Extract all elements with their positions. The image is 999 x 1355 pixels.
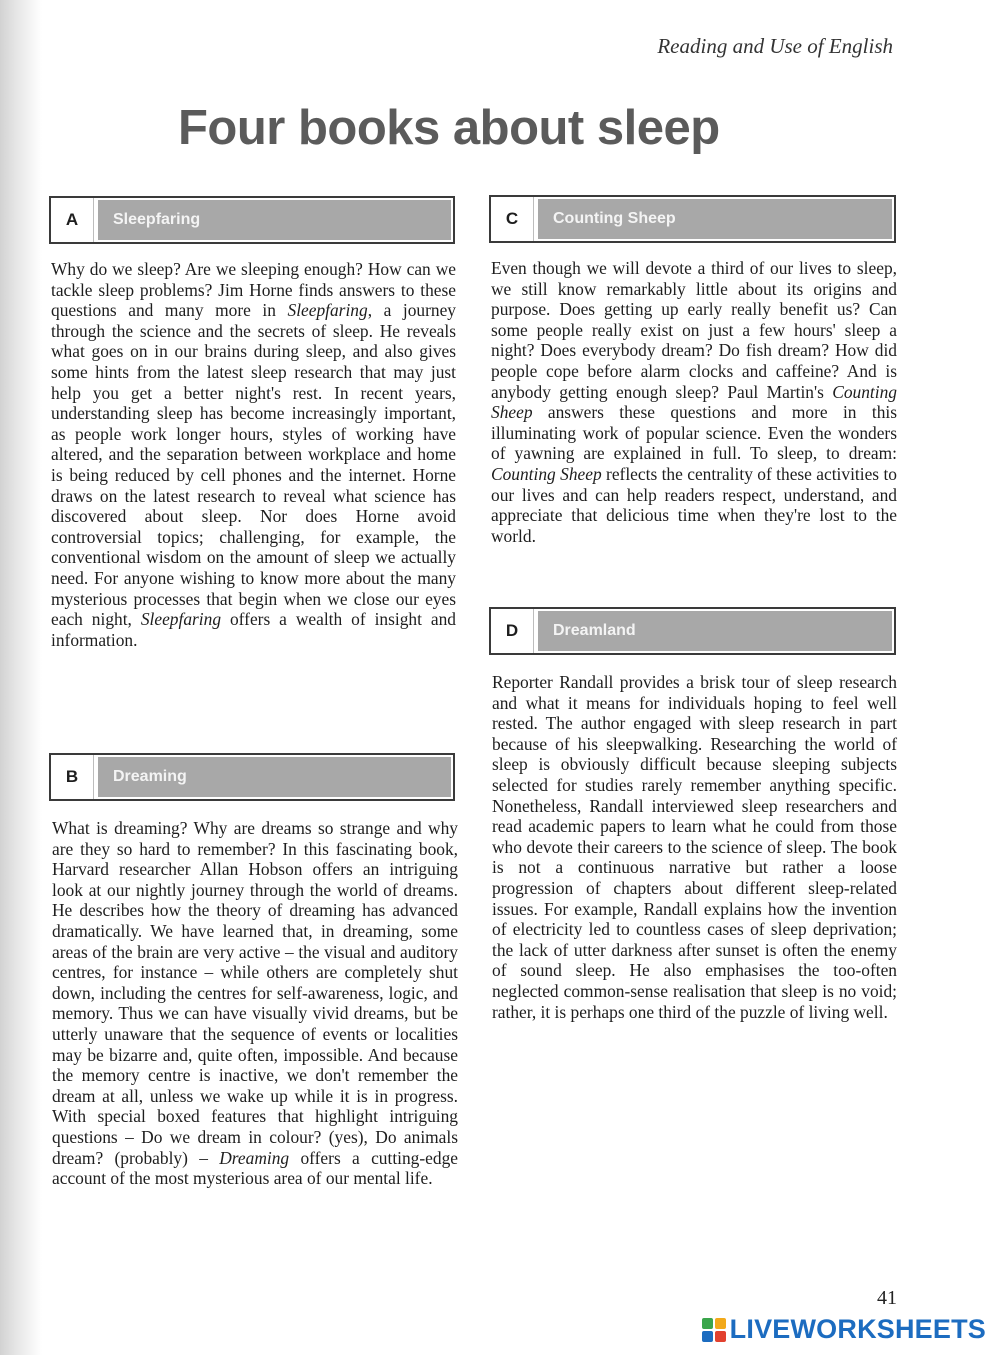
brand-text: LIVEWORKSHEETS xyxy=(729,1314,986,1344)
page-number: 41 xyxy=(877,1287,897,1309)
section-d-text xyxy=(492,672,897,1022)
book-title-italic: Counting Sheep xyxy=(491,381,897,423)
section-d-letter: D xyxy=(491,609,534,653)
text-run: answers these questions and more in this illuminating work of popular science. Even the wonders of yawning are explained in full. To sleep, to dream: xyxy=(491,402,897,464)
page-edge-shadow xyxy=(0,0,42,1355)
section-a-letter: A xyxy=(51,198,94,242)
text-run: What is dreaming? Why are dreams so strange and why are they so hard to remember? In this fascinating book, Harvard researcher Allan Hobson offers an intriguing look at our nightly journey through the world of dreams. He describes how the theory of dreaming has advanced dramatically. We have learned that, in dreaming, some areas of the brain are very active – the visual and auditory centres, for instance – while others are completely shut down, including the centres for self-awareness, logic, and memory. Thus we can have visually vivid dreams, but be utterly unaware that the sequence of events or localities may be bizarre and, quite often, impossible. And because the memory centre is inactive, we don't remember the dream at all, unless we wake up while it is in progress. With special boxed features that highlight intriguing questions – Do we dream in colour? (yes), Do animals dream? (probably) – xyxy=(52,818,458,1168)
running-header: Reading and Use of English xyxy=(657,34,893,58)
section-c-letter: C xyxy=(491,197,534,241)
section-b-letter: B xyxy=(51,755,94,799)
section-b-header xyxy=(49,753,455,801)
page-title: Four books about sleep xyxy=(178,101,720,155)
section-c-text xyxy=(491,258,897,546)
text-run: , a journey through the science and the secrets of sleep. He reveals what goes on in our brains during sleep, and also gives some hints from the latest sleep research that may just help you get a better night's rest. In recent years, understanding sleep has become increasingly important, as people work longer hours, styles of working have altered, and the separation between workplace and home is being reduced by cell phones and the internet. Horne draws on the latest research to reveal what science has discovered about sleep. Nor does Horne avoid controversial topics; challenging, for example, the conventional wisdom on the amount of sleep we actually need. For anyone wishing to know more about the many mysterious processes that begin when we close our eyes each night, xyxy=(51,300,456,630)
section-b-text xyxy=(52,818,458,1189)
section-a-header xyxy=(49,196,455,244)
text-run: reflects the centrality of these activities to our lives and can help readers respect, understand, and appreciate that delicious time when they're lost to the world. xyxy=(491,463,897,546)
section-a-book-title: Sleepfaring xyxy=(98,200,451,240)
liveworksheets-logo-icon xyxy=(701,1317,727,1343)
text-run: Even though we will devote a third of our lives to sleep, we still know remarkably little about its origins and purpose. Does getting up early really benefit us? Can some people really exist on just a few hours' sleep a night? Does everybody dream? Do fish dream? How did people cope before alarm clocks and caffeine? And is anybody getting enough sleep? Paul Martin's xyxy=(491,258,897,402)
text-run: offers a cutting-edge account of the most mysterious area of our mental life. xyxy=(52,1147,458,1189)
text-run: Reporter Randall provides a brisk tour of sleep research and what it means for individuals hoping to feel well rested. The author engaged with sleep research in part because of his sleepwalking. Researching the world of sleep is obviously difficult because sleeping subjects selected for studies rarely remember anything specific. Nonetheless, Randall interviewed sleep researchers and read academic papers to learn what he could from those who devote their careers to the science of sleep. The book is not a continuous narrative but rather a loose progression of chapters about different sleep-related issues. For example, Randall explains how the invention of electricity led to countless cases of sleep deprivation; the lack of utter darkness after sunset is often the enemy of sound sleep. He also emphasises the too-often neglected common-sense realisation that sleep is no void; rather, it is perhaps one third of the puzzle of living well. xyxy=(492,672,897,1022)
section-b-book-title: Dreaming xyxy=(98,757,451,797)
section-a-text xyxy=(51,259,456,650)
section-c-book-title: Counting Sheep xyxy=(538,199,892,239)
text-run: Why do we sleep? Are we sleeping enough? How can we tackle sleep problems? Jim Horne finds answers to these questions and many more in xyxy=(51,259,456,321)
section-d-header xyxy=(489,607,896,655)
text-run: offers a wealth of insight and information. xyxy=(51,609,456,650)
liveworksheets-brand[interactable] xyxy=(701,1314,986,1345)
section-d-book-title: Dreamland xyxy=(538,611,892,651)
book-title-italic: Counting Sheep xyxy=(491,463,602,484)
section-c-header xyxy=(489,195,896,243)
book-title-italic: Sleepfaring xyxy=(287,300,368,321)
book-title-italic: Dreaming xyxy=(219,1147,290,1168)
book-title-italic: Sleepfaring xyxy=(140,609,222,630)
